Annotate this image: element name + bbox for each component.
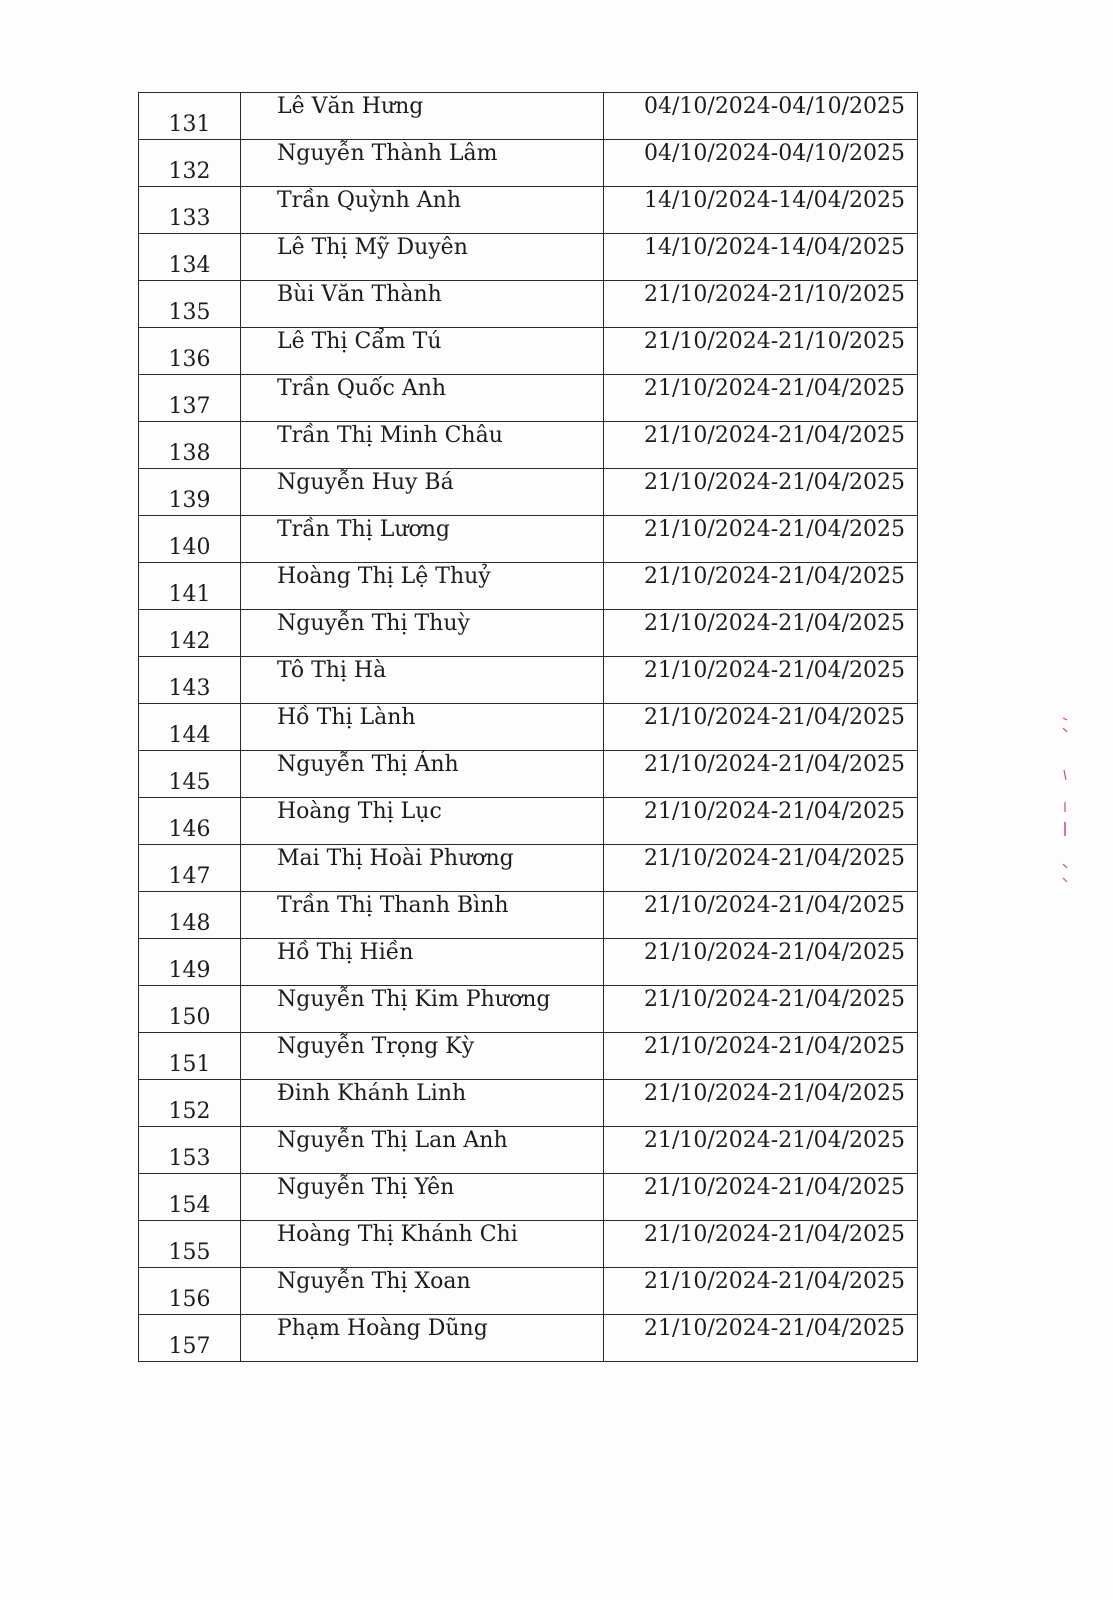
person-name-cell: Nguyễn Thị Thuỳ [241,610,604,657]
table-row [139,375,918,422]
roster-table-body [139,93,918,1362]
person-name-cell: Hoàng Thị Lục [241,798,604,845]
table-row [139,281,918,328]
person-name-cell: Nguyễn Thành Lâm [241,140,604,187]
row-number-cell: 150 [139,986,241,1033]
table-row [139,563,918,610]
table-row [139,234,918,281]
table-row [139,892,918,939]
stamp-mark-icon [1058,712,1072,892]
row-number-cell: 145 [139,751,241,798]
date-range-cell: 21/10/2024-21/04/2025 [604,1315,918,1362]
table-row [139,1221,918,1268]
person-name-cell: Bùi Văn Thành [241,281,604,328]
date-range-cell: 21/10/2024-21/10/2025 [604,281,918,328]
person-name-cell: Trần Thị Thanh Bình [241,892,604,939]
row-number-cell: 152 [139,1080,241,1127]
date-range-cell: 21/10/2024-21/04/2025 [604,1221,918,1268]
table-row [139,1080,918,1127]
table-row [139,140,918,187]
date-range-cell: 21/10/2024-21/04/2025 [604,610,918,657]
table-row [139,422,918,469]
person-name-cell: Nguyễn Thị Xoan [241,1268,604,1315]
person-name-cell: Nguyễn Trọng Kỳ [241,1033,604,1080]
table-row [139,187,918,234]
row-number-cell: 135 [139,281,241,328]
date-range-cell: 04/10/2024-04/10/2025 [604,93,918,140]
row-number-cell: 138 [139,422,241,469]
date-range-cell: 14/10/2024-14/04/2025 [604,234,918,281]
date-range-cell: 21/10/2024-21/04/2025 [604,422,918,469]
row-number-cell: 157 [139,1315,241,1362]
date-range-cell: 21/10/2024-21/04/2025 [604,1080,918,1127]
row-number-cell: 141 [139,563,241,610]
person-name-cell: Lê Thị Cẩm Tú [241,328,604,375]
table-row [139,798,918,845]
table-row [139,1174,918,1221]
date-range-cell: 21/10/2024-21/04/2025 [604,892,918,939]
page-edge-stamp-marks [1058,712,1072,892]
table-row [139,610,918,657]
date-range-cell: 21/10/2024-21/04/2025 [604,798,918,845]
row-number-cell: 131 [139,93,241,140]
row-number-cell: 136 [139,328,241,375]
row-number-cell: 143 [139,657,241,704]
row-number-cell: 142 [139,610,241,657]
person-name-cell: Hồ Thị Hiền [241,939,604,986]
date-range-cell: 21/10/2024-21/04/2025 [604,1127,918,1174]
table-row [139,1127,918,1174]
person-name-cell: Mai Thị Hoài Phương [241,845,604,892]
date-range-cell: 21/10/2024-21/04/2025 [604,1268,918,1315]
person-name-cell: Hoàng Thị Lệ Thuỷ [241,563,604,610]
table-row [139,516,918,563]
person-name-cell: Trần Thị Minh Châu [241,422,604,469]
row-number-cell: 155 [139,1221,241,1268]
row-number-cell: 153 [139,1127,241,1174]
date-range-cell: 21/10/2024-21/04/2025 [604,516,918,563]
person-name-cell: Nguyễn Huy Bá [241,469,604,516]
table-row [139,1268,918,1315]
table-row [139,845,918,892]
roster-table [138,92,918,1362]
date-range-cell: 14/10/2024-14/04/2025 [604,187,918,234]
person-name-cell: Tô Thị Hà [241,657,604,704]
table-row [139,328,918,375]
date-range-cell: 21/10/2024-21/04/2025 [604,845,918,892]
date-range-cell: 21/10/2024-21/04/2025 [604,657,918,704]
date-range-cell: 21/10/2024-21/04/2025 [604,1033,918,1080]
row-number-cell: 139 [139,469,241,516]
date-range-cell: 21/10/2024-21/04/2025 [604,563,918,610]
person-name-cell: Hồ Thị Lành [241,704,604,751]
person-name-cell: Trần Thị Lương [241,516,604,563]
table-row [139,469,918,516]
person-name-cell: Nguyễn Thị Lan Anh [241,1127,604,1174]
person-name-cell: Đinh Khánh Linh [241,1080,604,1127]
row-number-cell: 134 [139,234,241,281]
table-row [139,751,918,798]
date-range-cell: 21/10/2024-21/04/2025 [604,704,918,751]
table-row [139,704,918,751]
date-range-cell: 21/10/2024-21/04/2025 [604,751,918,798]
person-name-cell: Nguyễn Thị Kim Phương [241,986,604,1033]
table-row [139,1033,918,1080]
person-name-cell: Nguyễn Thị Ánh [241,751,604,798]
table-row [139,986,918,1033]
row-number-cell: 146 [139,798,241,845]
date-range-cell: 21/10/2024-21/10/2025 [604,328,918,375]
person-name-cell: Trần Quỳnh Anh [241,187,604,234]
person-name-cell: Lê Thị Mỹ Duyên [241,234,604,281]
row-number-cell: 140 [139,516,241,563]
row-number-cell: 132 [139,140,241,187]
person-name-cell: Phạm Hoàng Dũng [241,1315,604,1362]
person-name-cell: Lê Văn Hưng [241,93,604,140]
table-row [139,93,918,140]
row-number-cell: 149 [139,939,241,986]
date-range-cell: 21/10/2024-21/04/2025 [604,939,918,986]
row-number-cell: 151 [139,1033,241,1080]
date-range-cell: 21/10/2024-21/04/2025 [604,986,918,1033]
date-range-cell: 21/10/2024-21/04/2025 [604,469,918,516]
row-number-cell: 154 [139,1174,241,1221]
date-range-cell: 21/10/2024-21/04/2025 [604,1174,918,1221]
person-name-cell: Trần Quốc Anh [241,375,604,422]
table-row [139,657,918,704]
row-number-cell: 144 [139,704,241,751]
table-row [139,939,918,986]
person-name-cell: Hoàng Thị Khánh Chi [241,1221,604,1268]
date-range-cell: 04/10/2024-04/10/2025 [604,140,918,187]
row-number-cell: 133 [139,187,241,234]
table-row [139,1315,918,1362]
row-number-cell: 156 [139,1268,241,1315]
date-range-cell: 21/10/2024-21/04/2025 [604,375,918,422]
row-number-cell: 147 [139,845,241,892]
row-number-cell: 148 [139,892,241,939]
row-number-cell: 137 [139,375,241,422]
person-name-cell: Nguyễn Thị Yên [241,1174,604,1221]
